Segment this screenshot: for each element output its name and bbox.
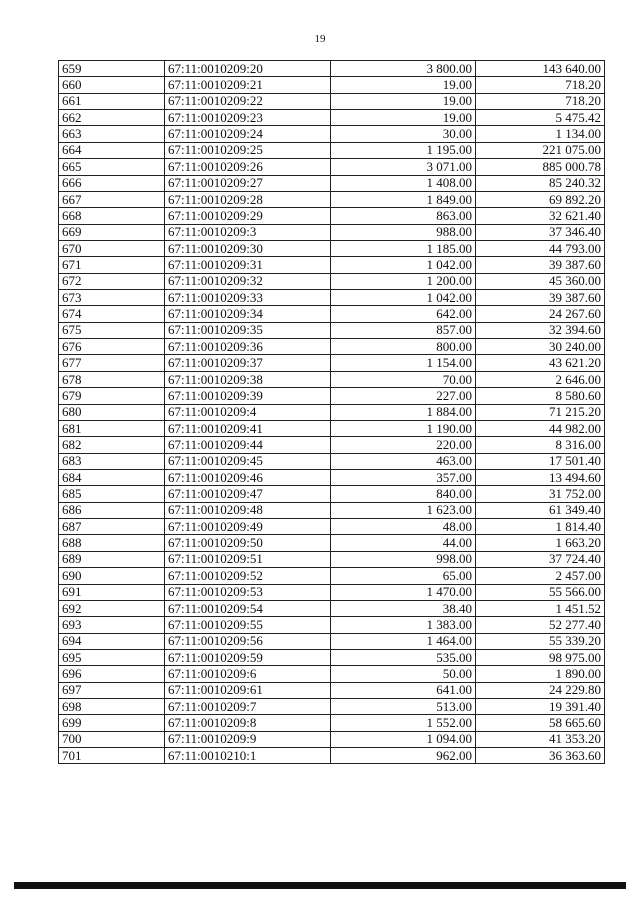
- area-cell: 65.00: [331, 568, 476, 584]
- area-cell: 19.00: [331, 77, 476, 93]
- cadastral-value-cell: 55 339.20: [476, 633, 605, 649]
- cadastral-value-cell: 37 724.40: [476, 551, 605, 567]
- area-cell: 44.00: [331, 535, 476, 551]
- cadastral-value-table: [58, 60, 605, 764]
- cadastral-value-cell: 1 451.52: [476, 600, 605, 616]
- cadastral-value-cell: 31 752.00: [476, 486, 605, 502]
- table-row: [59, 240, 605, 256]
- table-row: [59, 93, 605, 109]
- row-number-cell: 692: [59, 600, 165, 616]
- table-row: [59, 322, 605, 338]
- cadastral-value-cell: 24 267.60: [476, 306, 605, 322]
- cadastral-number-cell: 67:11:0010209:29: [165, 208, 331, 224]
- cadastral-value-cell: 2 646.00: [476, 371, 605, 387]
- cadastral-value-cell: 61 349.40: [476, 502, 605, 518]
- table-row: [59, 290, 605, 306]
- area-cell: 962.00: [331, 748, 476, 764]
- area-cell: 1 042.00: [331, 290, 476, 306]
- row-number-cell: 676: [59, 339, 165, 355]
- row-number-cell: 700: [59, 731, 165, 747]
- row-number-cell: 661: [59, 93, 165, 109]
- cadastral-value-cell: 52 277.40: [476, 617, 605, 633]
- cadastral-value-cell: 2 457.00: [476, 568, 605, 584]
- row-number-cell: 688: [59, 535, 165, 551]
- row-number-cell: 686: [59, 502, 165, 518]
- table-row: [59, 535, 605, 551]
- row-number-cell: 698: [59, 699, 165, 715]
- area-cell: 1 154.00: [331, 355, 476, 371]
- cadastral-number-cell: 67:11:0010209:41: [165, 420, 331, 436]
- table-row: [59, 371, 605, 387]
- table-row: [59, 437, 605, 453]
- cadastral-value-cell: 32 394.60: [476, 322, 605, 338]
- table-row: [59, 715, 605, 731]
- row-number-cell: 701: [59, 748, 165, 764]
- row-number-cell: 664: [59, 142, 165, 158]
- cadastral-number-cell: 67:11:0010209:59: [165, 649, 331, 665]
- area-cell: 1 470.00: [331, 584, 476, 600]
- area-cell: 1 195.00: [331, 142, 476, 158]
- table-row: [59, 568, 605, 584]
- cadastral-value-cell: 8 316.00: [476, 437, 605, 453]
- cadastral-number-cell: 67:11:0010209:49: [165, 519, 331, 535]
- table-row: [59, 502, 605, 518]
- table-row: [59, 453, 605, 469]
- row-number-cell: 691: [59, 584, 165, 600]
- table-row: [59, 142, 605, 158]
- row-number-cell: 670: [59, 240, 165, 256]
- area-cell: 220.00: [331, 437, 476, 453]
- table-row: [59, 649, 605, 665]
- cadastral-value-cell: 885 000.78: [476, 159, 605, 175]
- area-cell: 48.00: [331, 519, 476, 535]
- cadastral-value-cell: 30 240.00: [476, 339, 605, 355]
- row-number-cell: 697: [59, 682, 165, 698]
- area-cell: 3 800.00: [331, 61, 476, 77]
- row-number-cell: 677: [59, 355, 165, 371]
- row-number-cell: 690: [59, 568, 165, 584]
- cadastral-value-cell: 58 665.60: [476, 715, 605, 731]
- cadastral-number-cell: 67:11:0010209:31: [165, 257, 331, 273]
- area-cell: 513.00: [331, 699, 476, 715]
- cadastral-number-cell: 67:11:0010209:38: [165, 371, 331, 387]
- table-row: [59, 257, 605, 273]
- cadastral-value-cell: 1 814.40: [476, 519, 605, 535]
- area-cell: 1 190.00: [331, 420, 476, 436]
- cadastral-value-cell: 39 387.60: [476, 257, 605, 273]
- cadastral-number-cell: 67:11:0010209:3: [165, 224, 331, 240]
- table-row: [59, 208, 605, 224]
- table-row: [59, 600, 605, 616]
- area-cell: 642.00: [331, 306, 476, 322]
- cadastral-number-cell: 67:11:0010209:32: [165, 273, 331, 289]
- cadastral-value-cell: 8 580.60: [476, 388, 605, 404]
- cadastral-number-cell: 67:11:0010209:37: [165, 355, 331, 371]
- cadastral-number-cell: 67:11:0010209:4: [165, 404, 331, 420]
- area-cell: 863.00: [331, 208, 476, 224]
- row-number-cell: 662: [59, 110, 165, 126]
- table-row: [59, 388, 605, 404]
- table-row: [59, 339, 605, 355]
- cadastral-number-cell: 67:11:0010209:48: [165, 502, 331, 518]
- cadastral-number-cell: 67:11:0010209:44: [165, 437, 331, 453]
- area-cell: 227.00: [331, 388, 476, 404]
- cadastral-value-cell: 44 982.00: [476, 420, 605, 436]
- table-row: [59, 273, 605, 289]
- cadastral-number-cell: 67:11:0010209:50: [165, 535, 331, 551]
- cadastral-value-cell: 143 640.00: [476, 61, 605, 77]
- cadastral-value-cell: 5 475.42: [476, 110, 605, 126]
- cadastral-number-cell: 67:11:0010209:23: [165, 110, 331, 126]
- row-number-cell: 667: [59, 191, 165, 207]
- row-number-cell: 663: [59, 126, 165, 142]
- table-row: [59, 486, 605, 502]
- table-row: [59, 666, 605, 682]
- row-number-cell: 665: [59, 159, 165, 175]
- area-cell: 1 200.00: [331, 273, 476, 289]
- cadastral-value-cell: 44 793.00: [476, 240, 605, 256]
- row-number-cell: 696: [59, 666, 165, 682]
- row-number-cell: 671: [59, 257, 165, 273]
- cadastral-number-cell: 67:11:0010209:33: [165, 290, 331, 306]
- cadastral-value-cell: 69 892.20: [476, 191, 605, 207]
- cadastral-value-cell: 45 360.00: [476, 273, 605, 289]
- cadastral-value-cell: 71 215.20: [476, 404, 605, 420]
- area-cell: 1 464.00: [331, 633, 476, 649]
- cadastral-number-cell: 67:11:0010209:21: [165, 77, 331, 93]
- area-cell: 1 408.00: [331, 175, 476, 191]
- cadastral-number-cell: 67:11:0010209:36: [165, 339, 331, 355]
- table-row: [59, 420, 605, 436]
- table-row: [59, 469, 605, 485]
- row-number-cell: 693: [59, 617, 165, 633]
- area-cell: 1 383.00: [331, 617, 476, 633]
- cadastral-number-cell: 67:11:0010209:52: [165, 568, 331, 584]
- cadastral-number-cell: 67:11:0010209:8: [165, 715, 331, 731]
- area-cell: 357.00: [331, 469, 476, 485]
- cadastral-value-cell: 41 353.20: [476, 731, 605, 747]
- area-cell: 840.00: [331, 486, 476, 502]
- row-number-cell: 669: [59, 224, 165, 240]
- area-cell: 38.40: [331, 600, 476, 616]
- table-row: [59, 77, 605, 93]
- cadastral-number-cell: 67:11:0010209:39: [165, 388, 331, 404]
- table-row: [59, 61, 605, 77]
- cadastral-number-cell: 67:11:0010209:51: [165, 551, 331, 567]
- area-cell: 1 552.00: [331, 715, 476, 731]
- cadastral-value-cell: 19 391.40: [476, 699, 605, 715]
- cadastral-number-cell: 67:11:0010209:9: [165, 731, 331, 747]
- cadastral-number-cell: 67:11:0010209:25: [165, 142, 331, 158]
- area-cell: 70.00: [331, 371, 476, 387]
- cadastral-value-cell: 13 494.60: [476, 469, 605, 485]
- area-cell: 19.00: [331, 110, 476, 126]
- area-cell: 988.00: [331, 224, 476, 240]
- cadastral-value-cell: 17 501.40: [476, 453, 605, 469]
- row-number-cell: 681: [59, 420, 165, 436]
- area-cell: 1 849.00: [331, 191, 476, 207]
- table-row: [59, 175, 605, 191]
- row-number-cell: 674: [59, 306, 165, 322]
- cadastral-value-cell: 24 229.80: [476, 682, 605, 698]
- row-number-cell: 699: [59, 715, 165, 731]
- row-number-cell: 682: [59, 437, 165, 453]
- cadastral-number-cell: 67:11:0010209:20: [165, 61, 331, 77]
- row-number-cell: 683: [59, 453, 165, 469]
- area-cell: 800.00: [331, 339, 476, 355]
- table-row: [59, 519, 605, 535]
- table-row: [59, 731, 605, 747]
- cadastral-number-cell: 67:11:0010209:7: [165, 699, 331, 715]
- cadastral-number-cell: 67:11:0010209:35: [165, 322, 331, 338]
- cadastral-number-cell: 67:11:0010209:45: [165, 453, 331, 469]
- area-cell: 3 071.00: [331, 159, 476, 175]
- table-row: [59, 617, 605, 633]
- row-number-cell: 694: [59, 633, 165, 649]
- row-number-cell: 687: [59, 519, 165, 535]
- cadastral-number-cell: 67:11:0010209:53: [165, 584, 331, 600]
- cadastral-number-cell: 67:11:0010209:54: [165, 600, 331, 616]
- cadastral-value-cell: 85 240.32: [476, 175, 605, 191]
- cadastral-value-cell: 718.20: [476, 77, 605, 93]
- area-cell: 1 042.00: [331, 257, 476, 273]
- cadastral-number-cell: 67:11:0010209:30: [165, 240, 331, 256]
- cadastral-number-cell: 67:11:0010209:28: [165, 191, 331, 207]
- cadastral-number-cell: 67:11:0010209:27: [165, 175, 331, 191]
- area-cell: 998.00: [331, 551, 476, 567]
- table-row: [59, 306, 605, 322]
- cadastral-number-cell: 67:11:0010209:47: [165, 486, 331, 502]
- cadastral-number-cell: 67:11:0010209:34: [165, 306, 331, 322]
- area-cell: 50.00: [331, 666, 476, 682]
- area-cell: 641.00: [331, 682, 476, 698]
- cadastral-number-cell: 67:11:0010209:61: [165, 682, 331, 698]
- table-row: [59, 159, 605, 175]
- area-cell: 19.00: [331, 93, 476, 109]
- row-number-cell: 695: [59, 649, 165, 665]
- area-cell: 857.00: [331, 322, 476, 338]
- table-body: [59, 61, 605, 764]
- cadastral-value-cell: 43 621.20: [476, 355, 605, 371]
- area-cell: 1 884.00: [331, 404, 476, 420]
- table-row: [59, 110, 605, 126]
- cadastral-number-cell: 67:11:0010209:56: [165, 633, 331, 649]
- table-row: [59, 584, 605, 600]
- row-number-cell: 684: [59, 469, 165, 485]
- row-number-cell: 673: [59, 290, 165, 306]
- footer-divider: [14, 882, 626, 889]
- table-row: [59, 699, 605, 715]
- row-number-cell: 678: [59, 371, 165, 387]
- cadastral-number-cell: 67:11:0010209:6: [165, 666, 331, 682]
- cadastral-value-cell: 1 663.20: [476, 535, 605, 551]
- table-row: [59, 404, 605, 420]
- row-number-cell: 689: [59, 551, 165, 567]
- row-number-cell: 660: [59, 77, 165, 93]
- cadastral-number-cell: 67:11:0010209:55: [165, 617, 331, 633]
- row-number-cell: 675: [59, 322, 165, 338]
- cadastral-value-cell: 718.20: [476, 93, 605, 109]
- row-number-cell: 666: [59, 175, 165, 191]
- cadastral-value-cell: 221 075.00: [476, 142, 605, 158]
- area-cell: 463.00: [331, 453, 476, 469]
- table-row: [59, 355, 605, 371]
- cadastral-number-cell: 67:11:0010209:22: [165, 93, 331, 109]
- cadastral-number-cell: 67:11:0010209:46: [165, 469, 331, 485]
- row-number-cell: 672: [59, 273, 165, 289]
- table-row: [59, 126, 605, 142]
- row-number-cell: 668: [59, 208, 165, 224]
- table-row: [59, 633, 605, 649]
- row-number-cell: 659: [59, 61, 165, 77]
- cadastral-value-cell: 36 363.60: [476, 748, 605, 764]
- area-cell: 30.00: [331, 126, 476, 142]
- row-number-cell: 680: [59, 404, 165, 420]
- cadastral-number-cell: 67:11:0010209:26: [165, 159, 331, 175]
- cadastral-value-cell: 39 387.60: [476, 290, 605, 306]
- page-number: 19: [314, 33, 326, 45]
- cadastral-value-cell: 1 134.00: [476, 126, 605, 142]
- area-cell: 1 185.00: [331, 240, 476, 256]
- table-row: [59, 682, 605, 698]
- area-cell: 535.00: [331, 649, 476, 665]
- cadastral-value-cell: 1 890.00: [476, 666, 605, 682]
- table-row: [59, 224, 605, 240]
- table-row: [59, 191, 605, 207]
- area-cell: 1 094.00: [331, 731, 476, 747]
- row-number-cell: 685: [59, 486, 165, 502]
- cadastral-value-cell: 55 566.00: [476, 584, 605, 600]
- cadastral-number-cell: 67:11:0010210:1: [165, 748, 331, 764]
- cadastral-value-cell: 98 975.00: [476, 649, 605, 665]
- cadastral-value-cell: 32 621.40: [476, 208, 605, 224]
- table-row: [59, 551, 605, 567]
- row-number-cell: 679: [59, 388, 165, 404]
- cadastral-value-cell: 37 346.40: [476, 224, 605, 240]
- table-row: [59, 748, 605, 764]
- cadastral-number-cell: 67:11:0010209:24: [165, 126, 331, 142]
- area-cell: 1 623.00: [331, 502, 476, 518]
